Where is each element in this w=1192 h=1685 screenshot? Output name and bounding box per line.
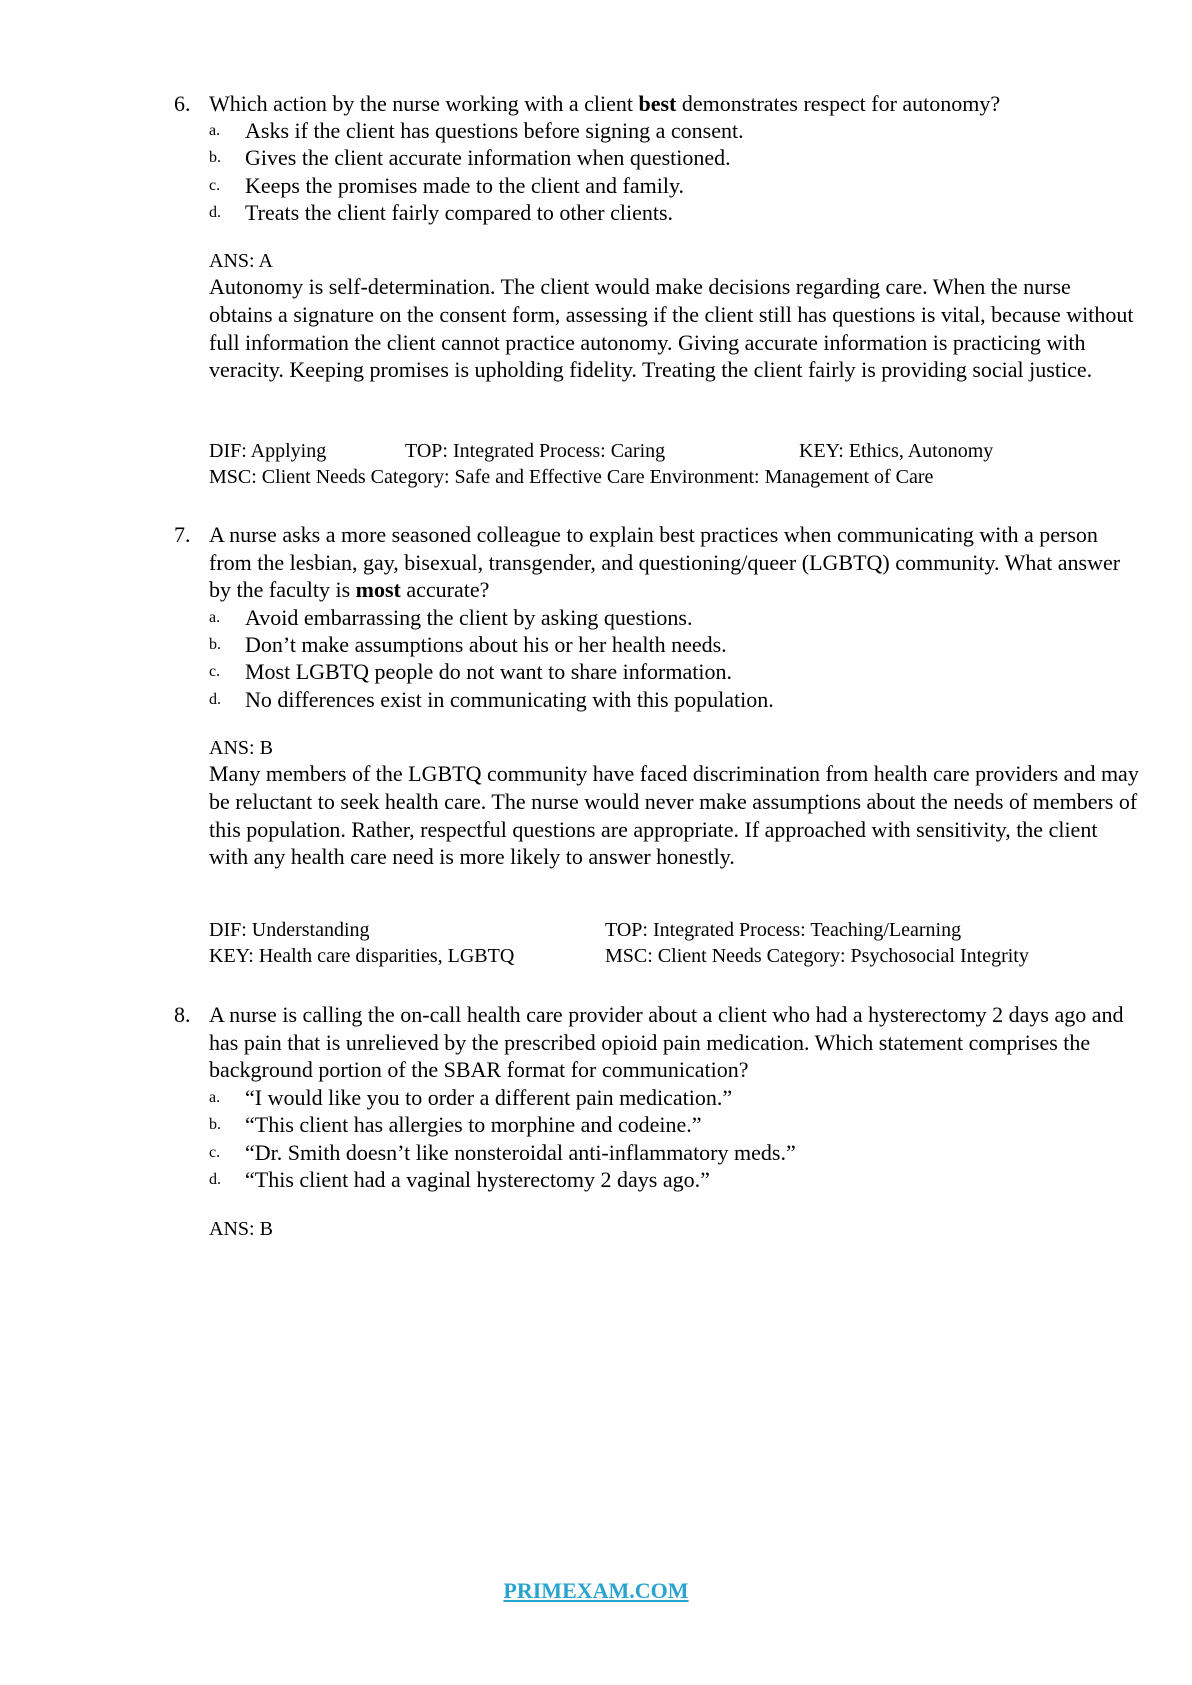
answer-label: ANS: B <box>209 1218 273 1240</box>
option-text: “This client had a vaginal hysterectomy 2 days ago.” <box>245 1167 710 1192</box>
option-text: “I would like you to order a different pain medication.” <box>245 1085 733 1110</box>
option-c <box>209 172 684 199</box>
option-text: Asks if the client has questions before signing a consent. <box>245 118 744 143</box>
option-a <box>209 604 692 631</box>
option-a <box>209 1084 732 1111</box>
option-letter: d. <box>209 204 221 221</box>
option-b <box>209 631 727 658</box>
option-letter: c. <box>209 663 221 680</box>
option-letter: b. <box>209 636 221 653</box>
option-letter: a. <box>209 1089 221 1106</box>
question-number: 8. <box>174 1002 191 1027</box>
question-stem: A nurse asks a more seasoned colleague to explain best practices when communicating with a person from the lesbian, gay, bisexual, transgender, and questioning/queer (LGBTQ) community. What answer by the faculty is most accurate? <box>209 522 1121 602</box>
answer-label: ANS: B <box>209 737 273 759</box>
meta-difficulty: DIF: Understanding <box>209 919 370 941</box>
site-link[interactable]: PRIMEXAM.COM <box>503 1578 689 1603</box>
meta-topic: TOP: Integrated Process: Caring <box>405 440 666 462</box>
rationale: Many members of the LGBTQ community have faced discrimination from health care providers and may be reluctant to seek health care. The nurse would never make assumptions about the needs of members of this population. Rather, respectful questions are appropriate. If approached with sensitivity, the client with any health care need is more likely to answer honestly. <box>209 761 1139 870</box>
option-letter: c. <box>209 1144 221 1161</box>
option-text: “This client has allergies to morphine and codeine.” <box>245 1112 702 1137</box>
meta-topic: TOP: Integrated Process: Teaching/Learning <box>605 919 962 941</box>
option-letter: d. <box>209 691 221 708</box>
option-text: Keeps the promises made to the client and family. <box>245 173 685 198</box>
answer-label: ANS: A <box>209 250 273 272</box>
footer <box>0 1578 1192 1604</box>
option-a <box>209 117 744 144</box>
meta-msc: MSC: Client Needs Category: Safe and Effective Care Environment: Management of Care <box>209 466 934 488</box>
option-text: No differences exist in communicating with this population. <box>245 687 774 712</box>
option-b <box>209 144 731 171</box>
option-text: Don’t make assumptions about his or her health needs. <box>245 632 727 657</box>
rationale: Autonomy is self-determination. The client would make decisions regarding care. When the nurse obtains a signature on the consent form, assessing if the client still has questions is vital, because without full information the client cannot practice autonomy. Giving accurate information is practicing with veracity. Keeping promises is upholding fidelity. Treating the client fairly is providing social justice. <box>209 274 1134 383</box>
meta-msc: MSC: Client Needs Category: Psychosocial Integrity <box>605 945 1029 967</box>
option-d <box>209 199 673 226</box>
option-text: Most LGBTQ people do not want to share information. <box>245 659 732 684</box>
option-text: Gives the client accurate information when questioned. <box>245 145 731 170</box>
option-d <box>209 1166 710 1193</box>
option-letter: a. <box>209 122 221 139</box>
option-c <box>209 658 732 685</box>
option-letter: a. <box>209 609 221 626</box>
meta-key: KEY: Ethics, Autonomy <box>799 440 994 462</box>
option-letter: b. <box>209 1116 221 1133</box>
question-stem: Which action by the nurse working with a client best demonstrates respect for autonomy? <box>209 91 1001 116</box>
question-number: 6. <box>174 91 191 116</box>
option-text: “Dr. Smith doesn’t like nonsteroidal anti-inflammatory meds.” <box>245 1140 796 1165</box>
option-b <box>209 1111 702 1138</box>
option-text: Treats the client fairly compared to other clients. <box>245 200 674 225</box>
meta-key: KEY: Health care disparities, LGBTQ <box>209 945 515 967</box>
option-c <box>209 1139 796 1166</box>
option-letter: c. <box>209 177 221 194</box>
question-number: 7. <box>174 522 191 547</box>
question-stem: A nurse is calling the on-call health care provider about a client who had a hysterectomy 2 days ago and has pain that is unrelieved by the prescribed opioid pain medication. Which statement comprises the background portion of the SBAR format for communication? <box>209 1002 1124 1082</box>
meta-difficulty: DIF: Applying <box>209 440 327 462</box>
option-d <box>209 686 774 713</box>
option-letter: d. <box>209 1171 221 1188</box>
option-text: Avoid embarrassing the client by asking questions. <box>245 605 693 630</box>
option-letter: b. <box>209 149 221 166</box>
